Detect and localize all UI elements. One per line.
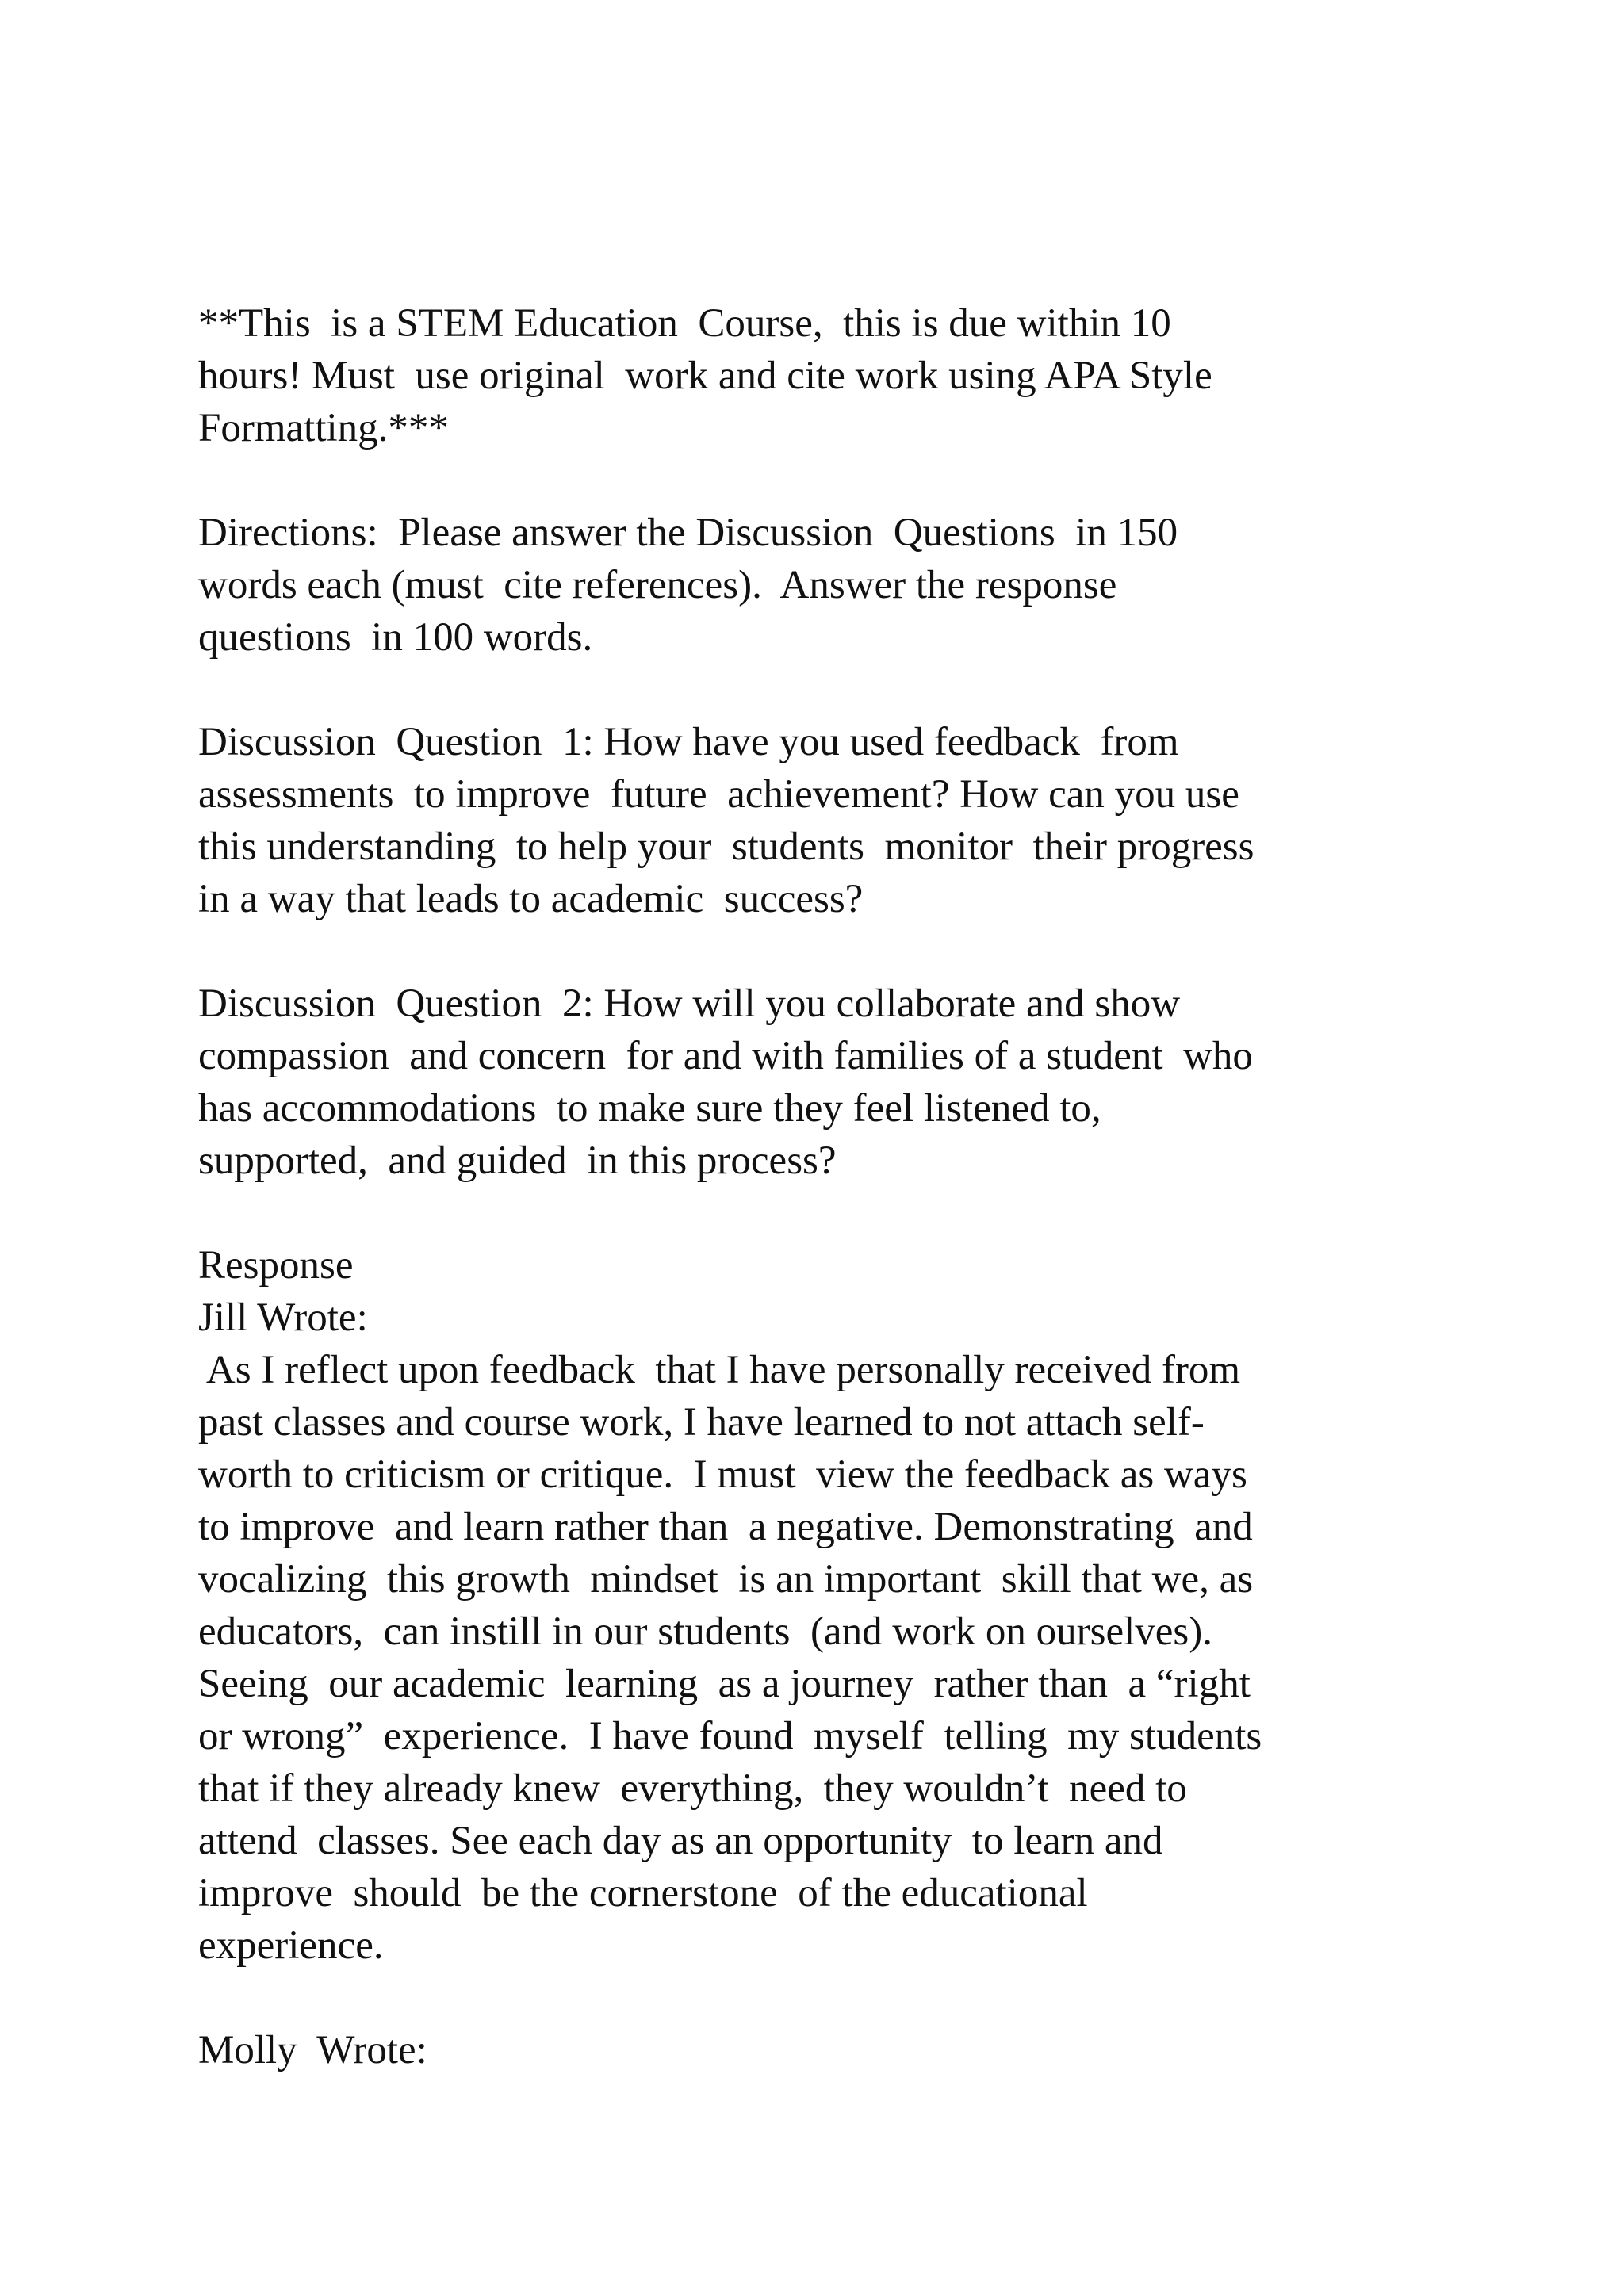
response-heading: Response bbox=[198, 1243, 354, 1288]
text-line: supported, and guided in this process? bbox=[198, 1138, 837, 1183]
text-line: educators, can instill in our students (and work on ourselves). bbox=[198, 1609, 1212, 1654]
molly-heading: Molly Wrote: bbox=[198, 2028, 427, 2072]
text-line: compassion and concern for and with families of a student who bbox=[198, 1034, 1253, 1078]
text-line: past classes and course work, I have learned to not attach self- bbox=[198, 1400, 1205, 1445]
text-line: to improve and learn rather than a negative. Demonstrating and bbox=[198, 1505, 1253, 1549]
text-line: As I reflect upon feedback that I have personally received from bbox=[198, 1348, 1241, 1392]
text-line: improve should be the cornerstone of the educational bbox=[198, 1871, 1088, 1915]
text-line: Formatting.*** bbox=[198, 406, 449, 450]
text-line: assessments to improve future achievement? How can you use bbox=[198, 772, 1239, 817]
discussion-question-1 bbox=[198, 716, 1483, 925]
directions-paragraph bbox=[198, 507, 1483, 664]
text-line: Discussion Question 1: How have you used feedback from bbox=[198, 720, 1179, 764]
text-line: this understanding to help your students monitor their progress bbox=[198, 825, 1254, 869]
document-body bbox=[198, 297, 1483, 2076]
text-line: **This is a STEM Education Course, this is due within 10 bbox=[198, 301, 1171, 346]
text-line: or wrong” experience. I have found myself telling my students bbox=[198, 1714, 1262, 1758]
text-line: Discussion Question 2: How will you collaborate and show bbox=[198, 982, 1181, 1026]
text-line: Seeing our academic learning as a journey rather than a “right bbox=[198, 1662, 1251, 1706]
text-line: attend classes. See each day as an opportunity to learn and bbox=[198, 1819, 1163, 1863]
text-line: in a way that leads to academic success? bbox=[198, 877, 864, 921]
jill-heading: Jill Wrote: bbox=[198, 1295, 368, 1340]
molly-section bbox=[198, 2024, 1483, 2076]
text-line: that if they already knew everything, they wouldn’t need to bbox=[198, 1766, 1187, 1811]
text-line: vocalizing this growth mindset is an important skill that we, as bbox=[198, 1557, 1254, 1601]
text-line: Directions: Please answer the Discussion Questions in 150 bbox=[198, 511, 1178, 555]
response-section bbox=[198, 1239, 1483, 1972]
text-line: worth to criticism or critique. I must view the feedback as ways bbox=[198, 1452, 1247, 1497]
intro-paragraph bbox=[198, 297, 1483, 454]
text-line: has accommodations to make sure they feel listened to, bbox=[198, 1086, 1101, 1131]
discussion-question-2 bbox=[198, 978, 1483, 1187]
text-line: hours! Must use original work and cite work using APA Style bbox=[198, 354, 1212, 398]
text-line: experience. bbox=[198, 1923, 384, 1968]
text-line: words each (must cite references). Answer the response bbox=[198, 563, 1117, 607]
text-line: questions in 100 words. bbox=[198, 615, 593, 660]
